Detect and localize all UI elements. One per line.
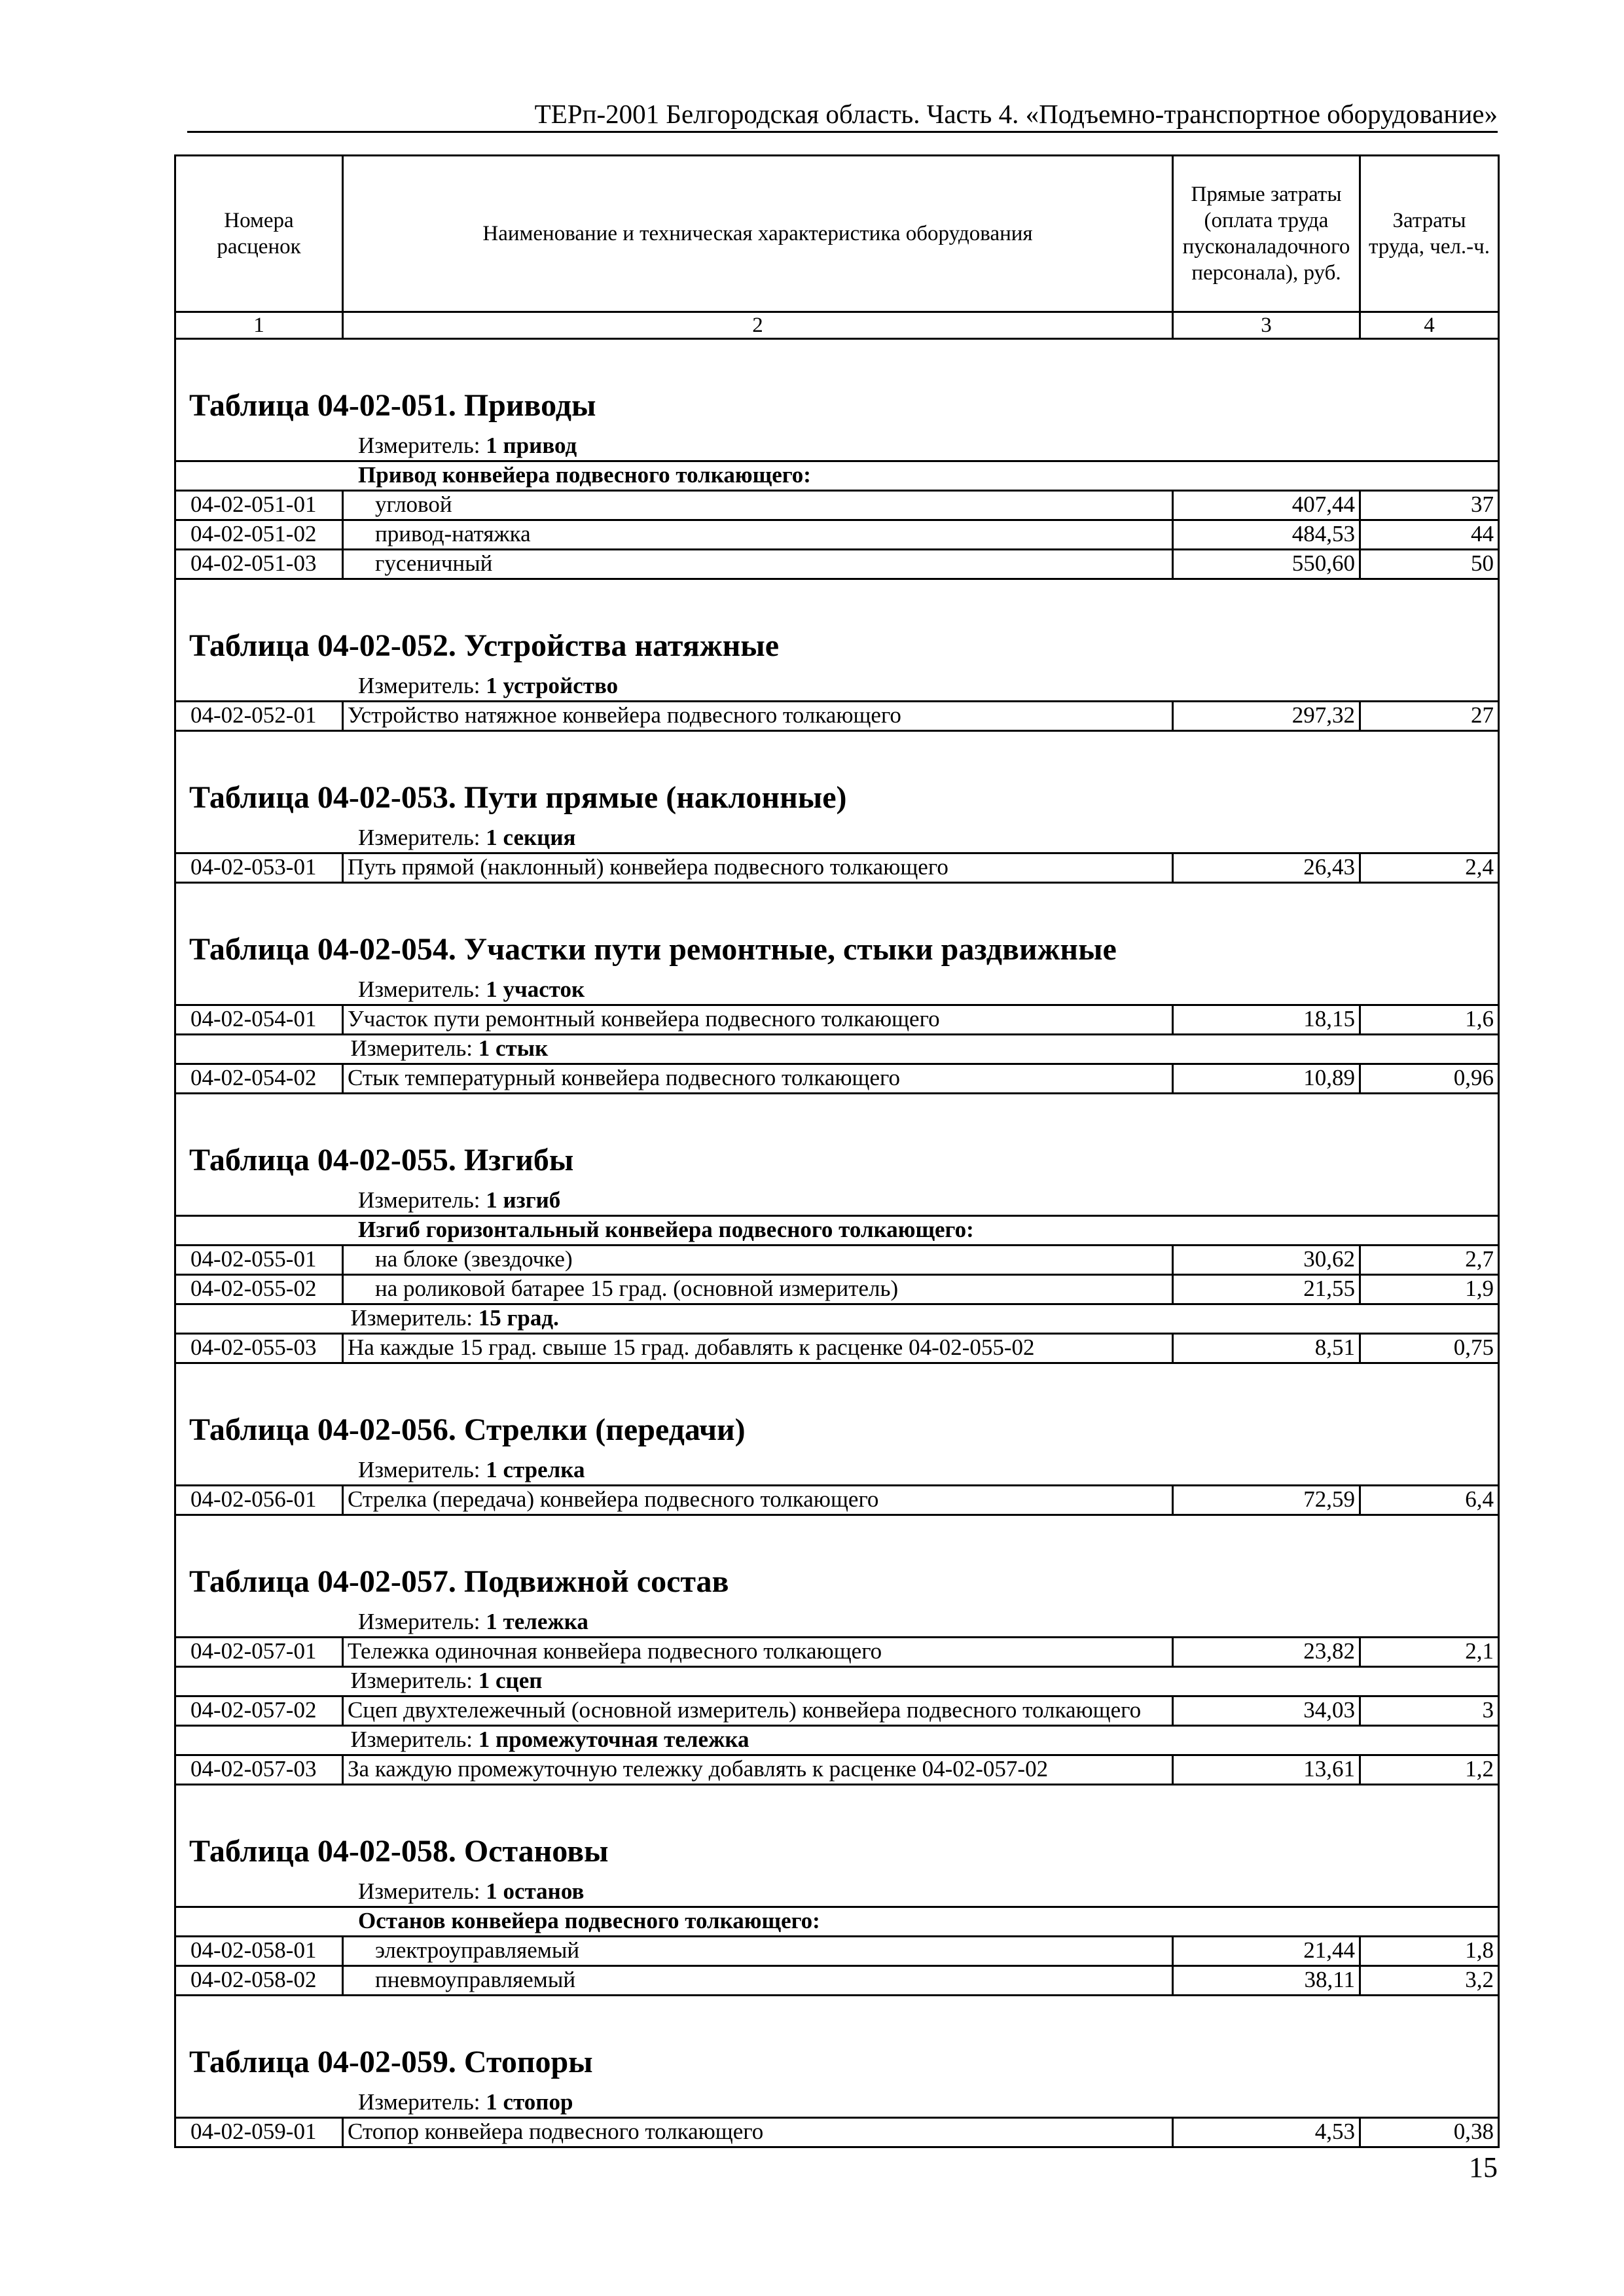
measure-unit: 1 сцеп — [478, 1668, 543, 1693]
row-cost: 297,32 — [1173, 702, 1360, 731]
measure-row — [175, 1185, 1499, 1216]
measure-unit: 15 град. — [478, 1305, 559, 1331]
table-title: Таблица 04-02-054. Участки пути ремонтные, стыки раздвижные — [175, 883, 1499, 975]
table-row — [175, 520, 1499, 550]
measure-unit: 1 участок — [486, 977, 585, 1002]
row-labor: 27 — [1360, 702, 1499, 731]
table-title-row — [175, 883, 1499, 975]
running-head: ТЕРп-2001 Белгородская область. Часть 4. «Подъемно-транспортное оборудование» — [534, 99, 1498, 129]
row-labor: 1,9 — [1360, 1275, 1499, 1304]
row-labor: 50 — [1360, 550, 1499, 579]
table-title: Таблица 04-02-051. Приводы — [175, 339, 1499, 431]
row-name: привод-натяжка — [343, 520, 1173, 550]
row-cost: 8,51 — [1173, 1334, 1360, 1363]
row-code: 04-02-058-02 — [175, 1966, 343, 1996]
measure-unit: 1 привод — [486, 433, 577, 458]
table-row — [175, 1064, 1499, 1094]
table-title: Таблица 04-02-055. Изгибы — [175, 1094, 1499, 1185]
measure-row — [175, 2087, 1499, 2118]
measure-row — [175, 1667, 1499, 1696]
measure-row — [175, 670, 1499, 702]
measure-prefix: Измеритель: — [358, 433, 480, 458]
price-table — [174, 154, 1500, 2148]
row-name: электроуправляемый — [343, 1937, 1173, 1966]
row-cost: 4,53 — [1173, 2118, 1360, 2147]
row-labor: 6,4 — [1360, 1486, 1499, 1515]
table-title-row — [175, 1996, 1499, 2087]
measure-prefix: Измеритель: — [358, 2089, 480, 2115]
table-row — [175, 1486, 1499, 1515]
measure-prefix: Измеритель: — [350, 1727, 473, 1752]
column-header-labor: Затраты труда, чел.-ч. — [1360, 156, 1499, 312]
row-labor: 3,2 — [1360, 1966, 1499, 1996]
measure-unit: 1 стык — [478, 1035, 549, 1061]
row-code: 04-02-056-01 — [175, 1486, 343, 1515]
row-code: 04-02-059-01 — [175, 2118, 343, 2147]
row-name: Стык температурный конвейера подвесного толкающего — [343, 1064, 1173, 1094]
measure-line — [175, 822, 1499, 853]
table-title-row — [175, 731, 1499, 823]
group-label: Привод конвейера подвесного толкающего: — [175, 461, 1499, 491]
measure-line — [175, 1454, 1499, 1486]
row-name: на роликовой батарее 15 град. (основной измеритель) — [343, 1275, 1173, 1304]
table-row — [175, 1246, 1499, 1275]
measure-row — [175, 974, 1499, 1005]
measure-unit: 1 стопор — [486, 2089, 573, 2115]
row-labor: 2,7 — [1360, 1246, 1499, 1275]
row-cost: 484,53 — [1173, 520, 1360, 550]
measure-prefix: Измеритель: — [358, 977, 480, 1002]
row-cost: 26,43 — [1173, 853, 1360, 883]
measure-prefix: Измеритель: — [358, 1457, 480, 1482]
measure-prefix: Измеритель: — [358, 1609, 480, 1634]
measure-row — [175, 1606, 1499, 1638]
row-cost: 13,61 — [1173, 1755, 1360, 1785]
measure-unit: 1 секция — [486, 825, 576, 850]
table-title-row — [175, 1515, 1499, 1607]
table-row — [175, 2118, 1499, 2147]
measure-line — [175, 1185, 1499, 1216]
row-cost: 23,82 — [1173, 1638, 1360, 1667]
table-title-row — [175, 1094, 1499, 1185]
row-code: 04-02-057-01 — [175, 1638, 343, 1667]
row-cost: 407,44 — [1173, 491, 1360, 520]
row-name: пневмоуправляемый — [343, 1966, 1173, 1996]
row-name: Устройство натяжное конвейера подвесного толкающего — [343, 702, 1173, 731]
measure-row — [175, 1035, 1499, 1064]
measure-prefix: Измеритель: — [358, 1878, 480, 1904]
measure-line — [175, 2087, 1499, 2118]
row-labor: 1,8 — [1360, 1937, 1499, 1966]
row-name: на блоке (звездочке) — [343, 1246, 1173, 1275]
row-code: 04-02-057-03 — [175, 1755, 343, 1785]
column-header-cost: Прямые затраты (оплата труда пусконаладочного персонала), руб. — [1173, 156, 1360, 312]
column-header-name: Наименование и техническая характеристика оборудования — [343, 156, 1173, 312]
table-title: Таблица 04-02-056. Стрелки (передачи) — [175, 1363, 1499, 1455]
row-cost: 72,59 — [1173, 1486, 1360, 1515]
table-title: Таблица 04-02-057. Подвижной состав — [175, 1515, 1499, 1607]
table-row — [175, 1937, 1499, 1966]
measure-line — [343, 1667, 1499, 1696]
row-cost: 550,60 — [1173, 550, 1360, 579]
row-cost: 10,89 — [1173, 1064, 1360, 1094]
column-number: 4 — [1360, 312, 1499, 339]
table-row — [175, 491, 1499, 520]
row-code: 04-02-054-01 — [175, 1005, 343, 1035]
column-header-row — [175, 156, 1499, 312]
page-number: 15 — [1469, 2151, 1498, 2183]
row-labor: 1,6 — [1360, 1005, 1499, 1035]
table-title: Таблица 04-02-059. Стопоры — [175, 1996, 1499, 2087]
row-cost: 38,11 — [1173, 1966, 1360, 1996]
row-labor: 3 — [1360, 1696, 1499, 1726]
row-labor: 1,2 — [1360, 1755, 1499, 1785]
measure-line — [175, 1606, 1499, 1638]
measure-prefix: Измеритель: — [350, 1035, 473, 1061]
table-title-row — [175, 339, 1499, 431]
row-name: гусеничный — [343, 550, 1173, 579]
measure-unit: 1 устройство — [486, 673, 619, 698]
measure-unit: 1 тележка — [486, 1609, 588, 1634]
column-number: 2 — [343, 312, 1173, 339]
row-cost: 34,03 — [1173, 1696, 1360, 1726]
group-row — [175, 1907, 1499, 1937]
table-row — [175, 1334, 1499, 1363]
measure-line — [175, 430, 1499, 461]
measure-row — [175, 430, 1499, 461]
row-code: 04-02-052-01 — [175, 702, 343, 731]
row-code: 04-02-057-02 — [175, 1696, 343, 1726]
row-code: 04-02-055-01 — [175, 1246, 343, 1275]
column-number: 1 — [175, 312, 343, 339]
row-name: Путь прямой (наклонный) конвейера подвесного толкающего — [343, 853, 1173, 883]
table-title-row — [175, 1785, 1499, 1876]
measure-line — [175, 1876, 1499, 1907]
row-code: 04-02-051-01 — [175, 491, 343, 520]
measure-prefix: Измеритель: — [358, 1187, 480, 1213]
measure-line — [175, 670, 1499, 702]
table-row — [175, 702, 1499, 731]
measure-unit: 1 стрелка — [486, 1457, 585, 1482]
table-row — [175, 1755, 1499, 1785]
group-label: Останов конвейера подвесного толкающего: — [175, 1907, 1499, 1937]
group-row — [175, 1216, 1499, 1246]
table-row — [175, 1275, 1499, 1304]
row-code: 04-02-055-03 — [175, 1334, 343, 1363]
measure-line — [343, 1726, 1499, 1755]
row-labor: 2,1 — [1360, 1638, 1499, 1667]
table-title-row — [175, 1363, 1499, 1455]
running-head-rule — [187, 131, 1498, 133]
row-name: Сцеп двухтележечный (основной измеритель) конвейера подвесного толкающего — [343, 1696, 1173, 1726]
row-cost: 21,55 — [1173, 1275, 1360, 1304]
measure-unit: 1 промежуточная тележка — [478, 1727, 749, 1752]
table-row — [175, 853, 1499, 883]
row-code: 04-02-051-03 — [175, 550, 343, 579]
measure-unit: 1 останов — [486, 1878, 585, 1904]
row-labor: 0,96 — [1360, 1064, 1499, 1094]
column-number: 3 — [1173, 312, 1360, 339]
row-name: Тележка одиночная конвейера подвесного толкающего — [343, 1638, 1173, 1667]
measure-line — [175, 974, 1499, 1005]
row-code: 04-02-058-01 — [175, 1937, 343, 1966]
row-name: Участок пути ремонтный конвейера подвесного толкающего — [343, 1005, 1173, 1035]
row-labor: 37 — [1360, 491, 1499, 520]
row-name: угловой — [343, 491, 1173, 520]
table-title: Таблица 04-02-053. Пути прямые (наклонные) — [175, 731, 1499, 823]
row-name: На каждые 15 град. свыше 15 град. добавлять к расценке 04-02-055-02 — [343, 1334, 1173, 1363]
measure-prefix: Измеритель: — [350, 1305, 473, 1331]
table-row — [175, 550, 1499, 579]
table-title: Таблица 04-02-058. Остановы — [175, 1785, 1499, 1876]
table-title: Таблица 04-02-052. Устройства натяжные — [175, 579, 1499, 671]
table-row — [175, 1696, 1499, 1726]
group-label: Изгиб горизонтальный конвейера подвесного толкающего: — [175, 1216, 1499, 1246]
table-row — [175, 1638, 1499, 1667]
measure-row — [175, 1726, 1499, 1755]
row-name: Стрелка (передача) конвейера подвесного толкающего — [343, 1486, 1173, 1515]
measure-row — [175, 1304, 1499, 1334]
column-header-codes: Номера расценок — [175, 156, 343, 312]
row-cost: 21,44 — [1173, 1937, 1360, 1966]
row-code: 04-02-055-02 — [175, 1275, 343, 1304]
table-row — [175, 1966, 1499, 1996]
row-labor: 0,75 — [1360, 1334, 1499, 1363]
group-row — [175, 461, 1499, 491]
measure-unit: 1 изгиб — [486, 1187, 561, 1213]
row-labor: 0,38 — [1360, 2118, 1499, 2147]
table-row — [175, 1005, 1499, 1035]
row-cost: 18,15 — [1173, 1005, 1360, 1035]
measure-row — [175, 1454, 1499, 1486]
row-cost: 30,62 — [1173, 1246, 1360, 1275]
measure-line — [343, 1304, 1499, 1334]
measure-line — [343, 1035, 1499, 1064]
row-name: За каждую промежуточную тележку добавлять к расценке 04-02-057-02 — [343, 1755, 1173, 1785]
measure-row — [175, 1876, 1499, 1907]
row-name: Стопор конвейера подвесного толкающего — [343, 2118, 1173, 2147]
column-number-row — [175, 312, 1499, 339]
measure-prefix: Измеритель: — [350, 1668, 473, 1693]
measure-prefix: Измеритель: — [358, 673, 480, 698]
table-title-row — [175, 579, 1499, 671]
measure-prefix: Измеритель: — [358, 825, 480, 850]
row-labor: 2,4 — [1360, 853, 1499, 883]
row-code: 04-02-053-01 — [175, 853, 343, 883]
row-labor: 44 — [1360, 520, 1499, 550]
row-code: 04-02-051-02 — [175, 520, 343, 550]
measure-row — [175, 822, 1499, 853]
row-code: 04-02-054-02 — [175, 1064, 343, 1094]
